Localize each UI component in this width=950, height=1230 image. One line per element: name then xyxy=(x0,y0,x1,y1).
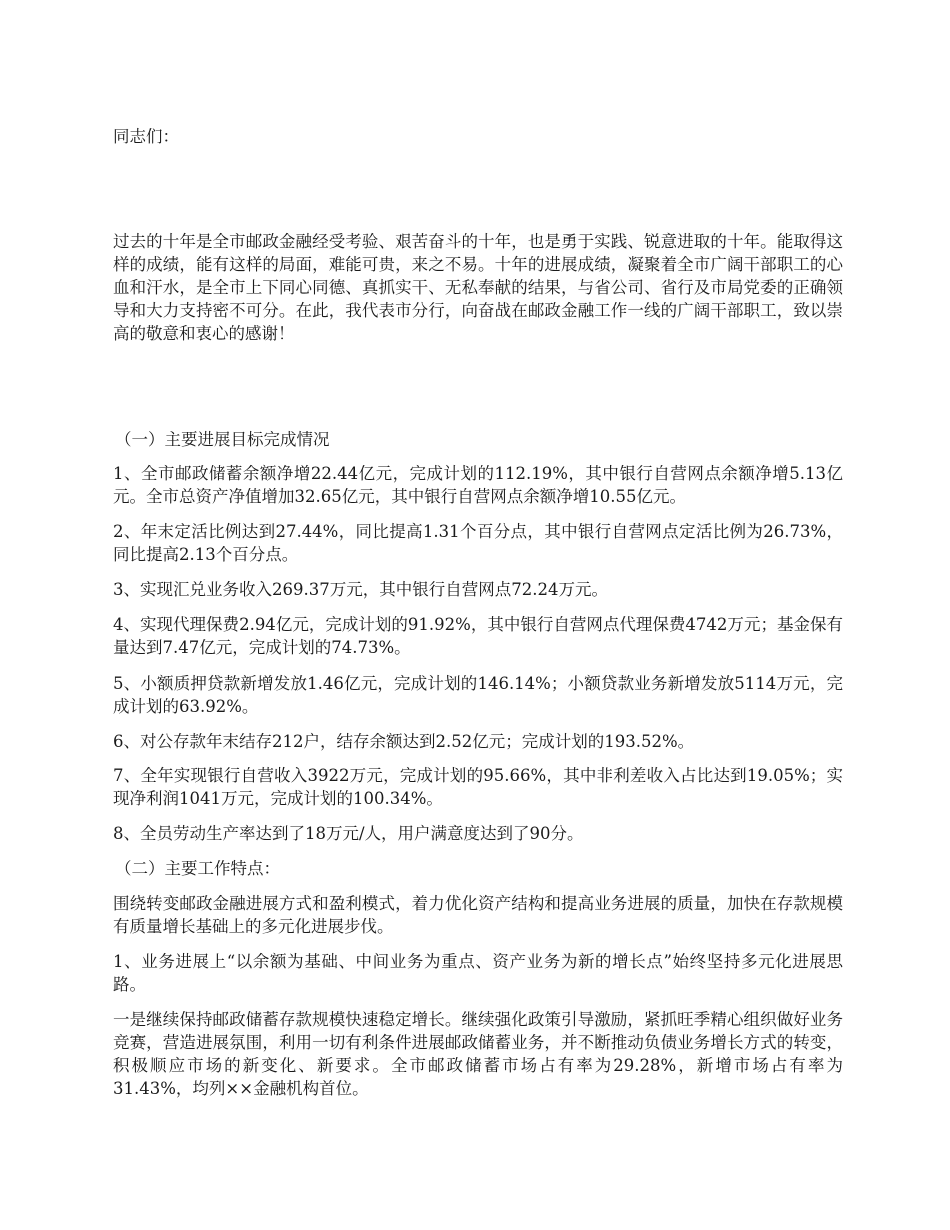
section1-heading: （一）主要进展目标完成情况 xyxy=(115,430,330,449)
list-item: 1、全市邮政储蓄余额净增22.44亿元，完成计划的112.19%，其中银行自营网点余额净增5.13亿元。全市总资产净值增加32.65亿元，其中银行自营网点余额净增10.55亿元。 xyxy=(113,464,843,506)
section2-heading: （二）主要工作特点： xyxy=(115,859,280,878)
list-item: 3、实现汇兑业务收入269.37万元，其中银行自营网点72.24万元。 xyxy=(113,580,608,599)
list-item: 2、年末定活比例达到27.44%，同比提高1.31个百分点，其中银行自营网点定活比例为26.73%，同比提高2.13个百分点。 xyxy=(113,522,843,564)
point1-paragraph: 1、业务进展上“以余额为基础、中间业务为重点、资产业务为新的增长点”始终坚持多元化进展思路。 xyxy=(113,952,843,994)
list-item: 4、实现代理保费2.94亿元，完成计划的91.92%，其中银行自营网点代理保费4742万元；基金保有量达到7.47亿元，完成计划的74.73%。 xyxy=(113,615,843,657)
list-item: 7、全年实现银行自营收入3922万元，完成计划的95.66%，其中非利差收入占比达到19.05%；实现净利润1041万元，完成计划的100.34%。 xyxy=(113,766,843,808)
list-item: 5、小额质押贷款新增发放1.46亿元，完成计划的146.14%；小额贷款业务新增发放5114万元，完成计划的63.92%。 xyxy=(113,674,843,716)
salutation: 同志们： xyxy=(113,127,179,146)
section2-intro: 围绕转变邮政金融进展方式和盈利模式，着力优化资产结构和提高业务进展的质量，加快在存款规模有质量增长基础上的多元化进展步伐。 xyxy=(113,894,843,936)
intro-paragraph: 过去的十年是全市邮政金融经受考验、艰苦奋斗的十年，也是勇于实践、锐意进取的十年。能取得这样的成绩，能有这样的局面，难能可贵，来之不易。十年的进展成绩，凝聚着全市广阔干部职工的心血和汗水，是全市上下同心同德、真抓实干、无私奉献的结果，与省公司、省行及市局党委的正确领导和大力支持密不可分。在此，我代表市分行，向奋战在邮政金融工作一线的广阔干部职工，致以崇高的敬意和衷心的感谢！ xyxy=(113,232,843,343)
list-item: 8、全员劳动生产率达到了18万元/人，用户满意度达到了90分。 xyxy=(113,824,584,843)
point1-detail-paragraph: 一是继续保持邮政储蓄存款规模快速稳定增长。继续强化政策引导激励，紧抓旺季精心组织做好业务竞赛，营造进展氛围，利用一切有利条件进展邮政储蓄业务，并不断推动负债业务增长方式的转变，积极顺应市场的新变化、新要求。全市邮政储蓄市场占有率为29.28%，新增市场占有率为31.43%，均列××金融机构首位。 xyxy=(113,1010,843,1098)
list-item: 6、对公存款年末结存212户，结存余额达到2.52亿元；完成计划的193.52%。 xyxy=(113,732,695,751)
